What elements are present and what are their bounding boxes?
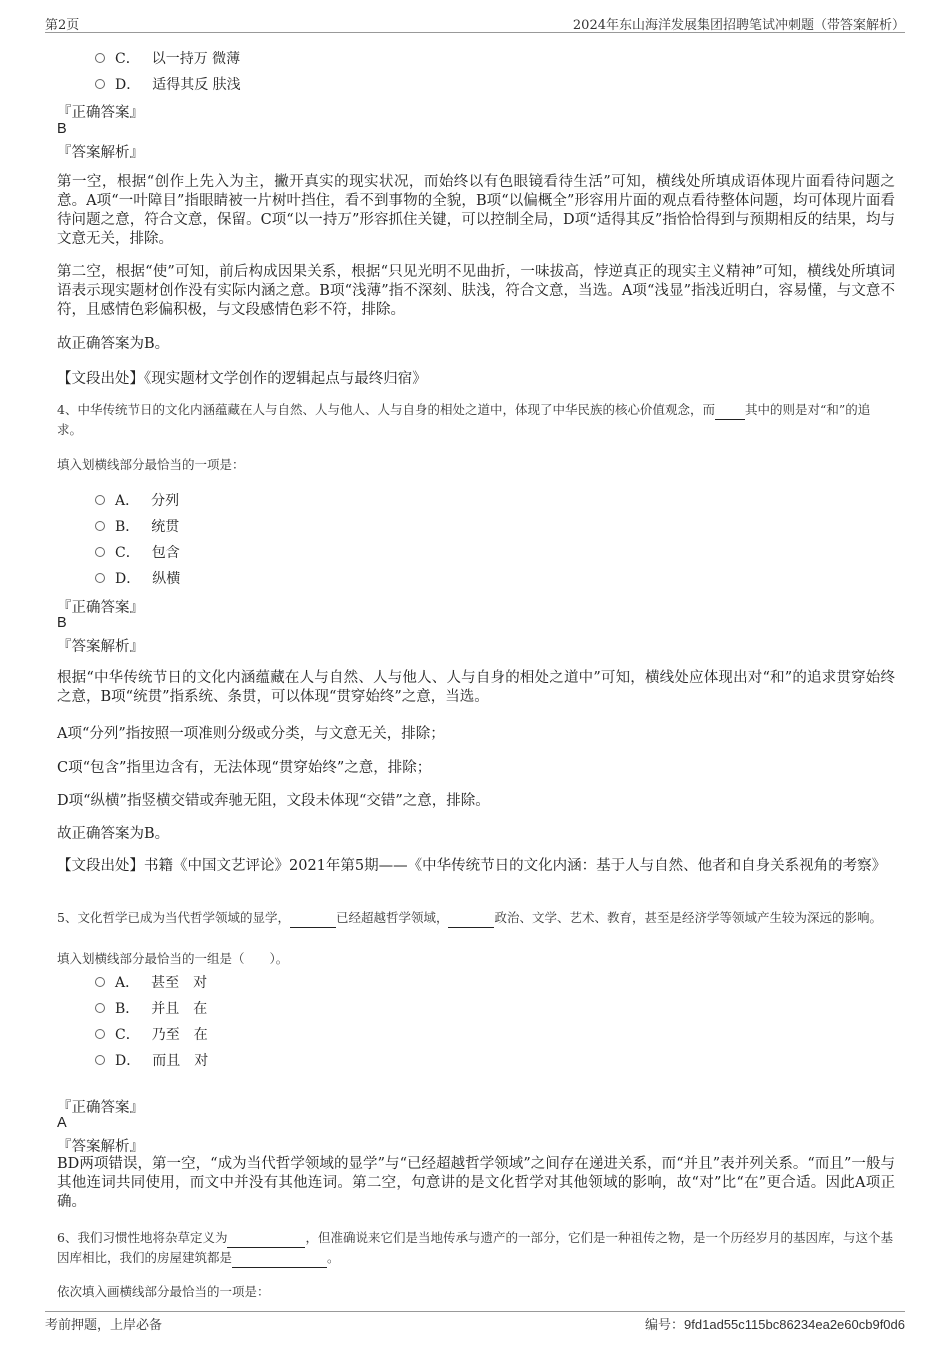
correct-answer-label: 『正确答案』 [57, 600, 144, 616]
source-citation: 【文段出处】书籍《中国文艺评论》2021年第5期——《中华传统节日的文化内涵：基于人与自然、他者和自身关系视角的考察》 [57, 858, 887, 874]
header-divider [45, 32, 905, 33]
analysis-paragraph: 第二空，根据“使”可知，前后构成因果关系，根据“只见光明不见曲折，一味拔高，悖逆真正的现实主义精神”可知，横线处所填词语表示现实题材创作没有实际内涵之意。B项“浅薄”指不深刻、肤浅，符合文意，当选。A项“浅显”指浅近明白，容易懂，与文意不符，且感情色彩偏积极，与文段感情色彩不符，排除。 [57, 264, 895, 318]
radio-icon[interactable] [95, 1029, 105, 1039]
question-stem: 6、我们习惯性地将杂草定义为 ，但准确说来它们是当地传承与遗产的一部分，它们是一种祖传之物，是一个历经岁月的基因库，与这个基因库相比，我们的房屋建筑都是 。 [57, 1228, 902, 1268]
option-c[interactable]: C． 乃至 在 [95, 1024, 208, 1044]
correct-answer-label: 『正确答案』 [57, 1100, 144, 1116]
correct-answer: A [57, 1115, 67, 1131]
footer-divider [45, 1311, 905, 1312]
fill-blank [232, 1248, 327, 1268]
correct-answer: B [57, 615, 67, 631]
correct-answer: B [57, 121, 67, 137]
fill-blank [448, 908, 494, 928]
question-stem: 4、中华传统节日的文化内涵蕴藏在人与自然、人与他人、人与自身的相处之道中，体现了中华民族的核心价值观念，而 其中的则是对“和”的追求。 [57, 402, 871, 437]
option-c[interactable]: C． 包含 [95, 542, 180, 562]
conclusion: 故正确答案为B。 [57, 336, 170, 352]
radio-icon[interactable] [95, 53, 105, 63]
question-stem: 5、文化哲学已成为当代哲学领域的显学， 已经超越哲学领域， 政治、文学、艺术、教育，甚至是经济学等领域产生较为深远的影响。 [57, 908, 902, 928]
fill-blank [715, 400, 745, 420]
analysis-label: 『答案解析』 [57, 145, 144, 161]
radio-icon[interactable] [95, 547, 105, 557]
radio-icon[interactable] [95, 573, 105, 583]
radio-icon[interactable] [95, 977, 105, 987]
analysis-paragraph: C项“包含”指里边含有，无法体现“贯穿始终”之意，排除； [57, 760, 432, 776]
footer-slogan: 考前押题，上岸必备 [45, 1318, 163, 1333]
radio-icon[interactable] [95, 79, 105, 89]
radio-icon[interactable] [95, 495, 105, 505]
radio-icon[interactable] [95, 1055, 105, 1065]
fill-blank [290, 908, 336, 928]
document-code: 编号：9fd1ad55c115bc86234ea2e60cb9f0d6 [645, 1317, 905, 1333]
option-d[interactable]: D． 纵横 [95, 568, 180, 588]
correct-answer-label: 『正确答案』 [57, 105, 144, 121]
analysis-label: 『答案解析』 [57, 639, 144, 655]
document-title: 2024年东山海洋发展集团招聘笔试冲刺题（带答案解析） [572, 18, 905, 33]
radio-icon[interactable] [95, 1003, 105, 1013]
option-d[interactable]: D． 适得其反 肤浅 [95, 74, 241, 94]
option-b[interactable]: B． 并且 在 [95, 998, 207, 1018]
analysis-paragraph: D项“纵横”指竖横交错或奔驰无阻，文段未体现“交错”之意，排除。 [57, 793, 490, 809]
analysis-paragraph: A项“分列”指按照一项准则分级或分类，与文意无关，排除； [57, 726, 445, 742]
fill-blank [227, 1228, 305, 1248]
question-prompt: 填入划横线部分最恰当的一组是（ ）。 [57, 951, 289, 966]
source-citation: 【文段出处】《现实题材文学创作的逻辑起点与最终归宿》 [57, 371, 427, 387]
conclusion: 故正确答案为B。 [57, 826, 170, 842]
option-a[interactable]: A． 甚至 对 [95, 972, 207, 992]
radio-icon[interactable] [95, 521, 105, 531]
option-c[interactable]: C． 以一持万 微薄 [95, 48, 240, 68]
page-number: 第2页 [45, 18, 80, 33]
option-b[interactable]: B． 统贯 [95, 516, 179, 536]
analysis-paragraph: 根据“中华传统节日的文化内涵蕴藏在人与自然、人与他人、人与自身的相处之道中”可知，横线处应体现出对“和”的追求贯穿始终之意，B项“统贯”指系统、条贯，可以体现“贯穿始终”之意，当选。 [57, 670, 895, 705]
option-d[interactable]: D． 而且 对 [95, 1050, 208, 1070]
question-prompt: 依次填入画横线部分最恰当的一项是： [57, 1284, 270, 1299]
analysis-label: 『答案解析』 [57, 1139, 144, 1155]
option-a[interactable]: A． 分列 [95, 490, 179, 510]
analysis-paragraph: BD两项错误，第一空，“成为当代哲学领域的显学”与“已经超越哲学领域”之间存在递进关系，而“并且”表并列关系。“而且”一般与其他连词共同使用，而文中并没有其他连词。第二空，句意讲的是文化哲学对其他领域的影响，故“对”比“在”更合适。因此A项正确。 [57, 1156, 895, 1210]
analysis-paragraph: 第一空，根据“创作上先入为主，撇开真实的现实状况，而始终以有色眼镜看待生活”可知，横线处所填成语体现片面看待问题之意。A项“一叶障目”指眼睛被一片树叶挡住，看不到事物的全貌，B项“以偏概全”形容用片面的观点看待整体问题，均可体现片面看待问题之意，符合文意，保留。C项“以一持万”形容抓住关键，可以控制全局，D项“适得其反”指恰恰得到与预期相反的结果，均与文意无关，排除。 [57, 174, 895, 247]
question-prompt: 填入划横线部分最恰当的一项是： [57, 457, 245, 472]
